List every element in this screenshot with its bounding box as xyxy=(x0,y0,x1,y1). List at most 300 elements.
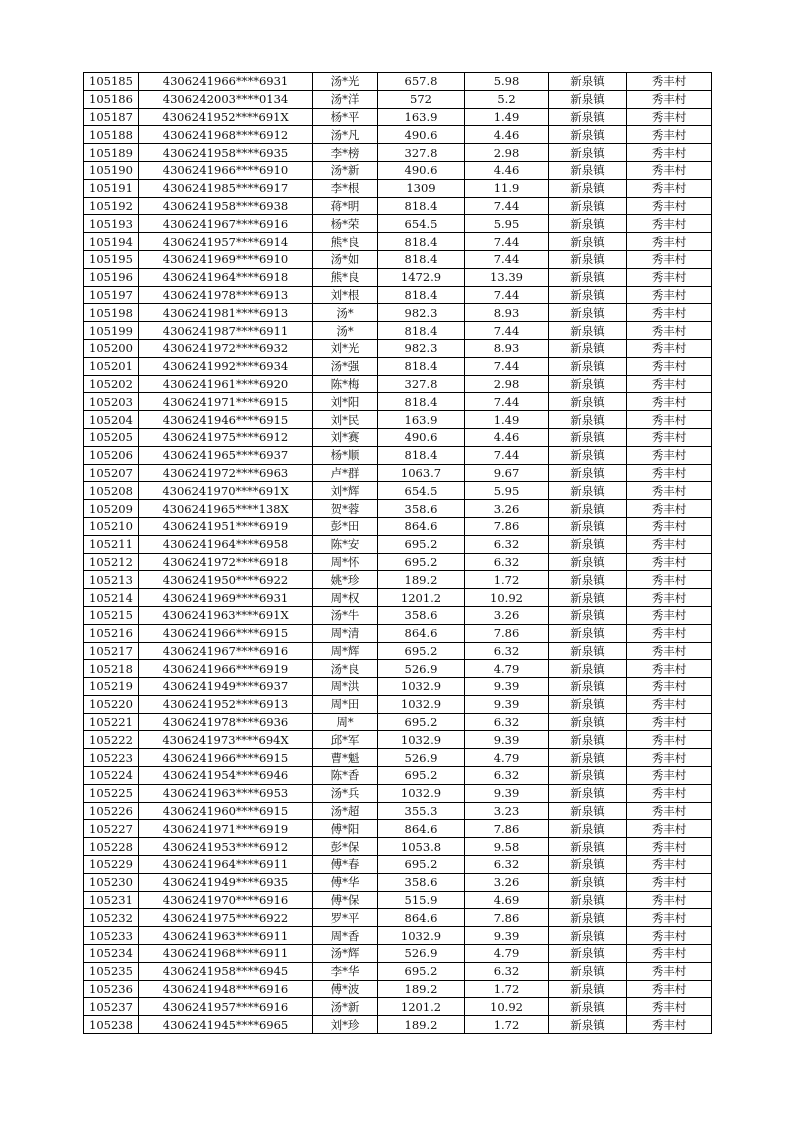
name-cell: 汤*洋 xyxy=(313,90,378,108)
village-cell: 秀丰村 xyxy=(627,642,712,660)
amount-cell: 526.9 xyxy=(378,660,465,678)
name-cell: 傅*波 xyxy=(313,980,378,998)
row-number-cell: 105200 xyxy=(84,339,139,357)
subsidy-cell: 7.44 xyxy=(465,393,549,411)
subsidy-cell: 4.79 xyxy=(465,749,549,767)
village-cell: 秀丰村 xyxy=(627,482,712,500)
subsidy-cell: 3.26 xyxy=(465,500,549,518)
town-cell: 新泉镇 xyxy=(549,891,627,909)
id-number-cell: 4306241966****6910 xyxy=(139,161,313,179)
village-cell: 秀丰村 xyxy=(627,126,712,144)
id-number-cell: 4306241966****6931 xyxy=(139,73,313,91)
row-number-cell: 105215 xyxy=(84,606,139,624)
subsidy-cell: 7.86 xyxy=(465,909,549,927)
table-row xyxy=(84,784,712,802)
id-number-cell: 4306241948****6916 xyxy=(139,980,313,998)
row-number-cell: 105210 xyxy=(84,517,139,535)
row-number-cell: 105220 xyxy=(84,695,139,713)
row-number-cell: 105208 xyxy=(84,482,139,500)
town-cell: 新泉镇 xyxy=(549,873,627,891)
id-number-cell: 4306241958****6938 xyxy=(139,197,313,215)
town-cell: 新泉镇 xyxy=(549,126,627,144)
name-cell: 陈*香 xyxy=(313,767,378,785)
name-cell: 周*田 xyxy=(313,695,378,713)
town-cell: 新泉镇 xyxy=(549,820,627,838)
table-row xyxy=(84,962,712,980)
id-number-cell: 4306241970****6916 xyxy=(139,891,313,909)
table-row xyxy=(84,856,712,874)
table-row xyxy=(84,446,712,464)
id-number-cell: 4306241966****6915 xyxy=(139,749,313,767)
table-row xyxy=(84,428,712,446)
name-cell: 熊*良 xyxy=(313,268,378,286)
name-cell: 汤*辉 xyxy=(313,945,378,963)
id-number-cell: 4306241957****6916 xyxy=(139,998,313,1016)
name-cell: 卢*群 xyxy=(313,464,378,482)
town-cell: 新泉镇 xyxy=(549,909,627,927)
table-row xyxy=(84,624,712,642)
row-number-cell: 105224 xyxy=(84,767,139,785)
amount-cell: 163.9 xyxy=(378,411,465,429)
row-number-cell: 105189 xyxy=(84,144,139,162)
table-row xyxy=(84,891,712,909)
village-cell: 秀丰村 xyxy=(627,517,712,535)
town-cell: 新泉镇 xyxy=(549,980,627,998)
town-cell: 新泉镇 xyxy=(549,784,627,802)
id-number-cell: 4306241964****6918 xyxy=(139,268,313,286)
amount-cell: 1032.9 xyxy=(378,784,465,802)
town-cell: 新泉镇 xyxy=(549,286,627,304)
town-cell: 新泉镇 xyxy=(549,500,627,518)
table-row xyxy=(84,250,712,268)
table-row xyxy=(84,517,712,535)
subsidy-cell: 1.49 xyxy=(465,108,549,126)
name-cell: 周*清 xyxy=(313,624,378,642)
town-cell: 新泉镇 xyxy=(549,624,627,642)
table-row xyxy=(84,375,712,393)
table-row xyxy=(84,838,712,856)
amount-cell: 864.6 xyxy=(378,517,465,535)
row-number-cell: 105197 xyxy=(84,286,139,304)
subsidy-cell: 5.2 xyxy=(465,90,549,108)
town-cell: 新泉镇 xyxy=(549,571,627,589)
town-cell: 新泉镇 xyxy=(549,678,627,696)
row-number-cell: 105229 xyxy=(84,856,139,874)
row-number-cell: 105216 xyxy=(84,624,139,642)
id-number-cell: 4306241951****6919 xyxy=(139,517,313,535)
row-number-cell: 105221 xyxy=(84,713,139,731)
name-cell: 刘*珍 xyxy=(313,1016,378,1034)
town-cell: 新泉镇 xyxy=(549,375,627,393)
town-cell: 新泉镇 xyxy=(549,998,627,1016)
name-cell: 周*怀 xyxy=(313,553,378,571)
amount-cell: 982.3 xyxy=(378,339,465,357)
row-number-cell: 105218 xyxy=(84,660,139,678)
name-cell: 姚*珍 xyxy=(313,571,378,589)
village-cell: 秀丰村 xyxy=(627,375,712,393)
row-number-cell: 105211 xyxy=(84,535,139,553)
subsidy-cell: 7.44 xyxy=(465,322,549,340)
id-number-cell: 4306241952****691X xyxy=(139,108,313,126)
amount-cell: 1053.8 xyxy=(378,838,465,856)
row-number-cell: 105226 xyxy=(84,802,139,820)
amount-cell: 189.2 xyxy=(378,571,465,589)
town-cell: 新泉镇 xyxy=(549,411,627,429)
row-number-cell: 105223 xyxy=(84,749,139,767)
name-cell: 汤*新 xyxy=(313,161,378,179)
id-number-cell: 4306241963****691X xyxy=(139,606,313,624)
table-row xyxy=(84,161,712,179)
village-cell: 秀丰村 xyxy=(627,553,712,571)
table-row xyxy=(84,179,712,197)
subsidy-cell: 11.9 xyxy=(465,179,549,197)
town-cell: 新泉镇 xyxy=(549,856,627,874)
table-row xyxy=(84,909,712,927)
table-row xyxy=(84,215,712,233)
subsidy-cell: 3.26 xyxy=(465,873,549,891)
row-number-cell: 105190 xyxy=(84,161,139,179)
subsidy-cell: 7.86 xyxy=(465,517,549,535)
village-cell: 秀丰村 xyxy=(627,500,712,518)
id-number-cell: 4306241949****6937 xyxy=(139,678,313,696)
amount-cell: 657.8 xyxy=(378,73,465,91)
row-number-cell: 105193 xyxy=(84,215,139,233)
town-cell: 新泉镇 xyxy=(549,482,627,500)
name-cell: 蒋*明 xyxy=(313,197,378,215)
town-cell: 新泉镇 xyxy=(549,838,627,856)
subsidy-cell: 6.32 xyxy=(465,535,549,553)
subsidy-cell: 5.95 xyxy=(465,482,549,500)
name-cell: 汤*新 xyxy=(313,998,378,1016)
village-cell: 秀丰村 xyxy=(627,250,712,268)
id-number-cell: 4306241970****691X xyxy=(139,482,313,500)
row-number-cell: 105188 xyxy=(84,126,139,144)
row-number-cell: 105191 xyxy=(84,179,139,197)
village-cell: 秀丰村 xyxy=(627,108,712,126)
table-row xyxy=(84,749,712,767)
subsidy-cell: 6.32 xyxy=(465,767,549,785)
town-cell: 新泉镇 xyxy=(549,731,627,749)
id-number-cell: 4306241946****6915 xyxy=(139,411,313,429)
table-row xyxy=(84,126,712,144)
town-cell: 新泉镇 xyxy=(549,962,627,980)
subsidy-cell: 4.79 xyxy=(465,660,549,678)
id-number-cell: 4306241952****6913 xyxy=(139,695,313,713)
subsidy-cell: 6.32 xyxy=(465,553,549,571)
amount-cell: 695.2 xyxy=(378,553,465,571)
id-number-cell: 4306241958****6935 xyxy=(139,144,313,162)
town-cell: 新泉镇 xyxy=(549,446,627,464)
table-row xyxy=(84,589,712,607)
subsidy-cell: 10.92 xyxy=(465,998,549,1016)
subsidy-cell: 7.44 xyxy=(465,357,549,375)
name-cell: 汤*良 xyxy=(313,660,378,678)
table-row xyxy=(84,660,712,678)
id-number-cell: 4306241958****6945 xyxy=(139,962,313,980)
village-cell: 秀丰村 xyxy=(627,1016,712,1034)
name-cell: 傅*春 xyxy=(313,856,378,874)
id-number-cell: 4306241972****6963 xyxy=(139,464,313,482)
town-cell: 新泉镇 xyxy=(549,304,627,322)
subsidy-cell: 2.98 xyxy=(465,144,549,162)
village-cell: 秀丰村 xyxy=(627,820,712,838)
subsidy-cell: 9.58 xyxy=(465,838,549,856)
amount-cell: 1309 xyxy=(378,179,465,197)
town-cell: 新泉镇 xyxy=(549,1016,627,1034)
row-number-cell: 105219 xyxy=(84,678,139,696)
name-cell: 贺*蓉 xyxy=(313,500,378,518)
town-cell: 新泉镇 xyxy=(549,464,627,482)
village-cell: 秀丰村 xyxy=(627,695,712,713)
table-row xyxy=(84,500,712,518)
id-number-cell: 4306241978****6936 xyxy=(139,713,313,731)
amount-cell: 695.2 xyxy=(378,713,465,731)
row-number-cell: 105234 xyxy=(84,945,139,963)
subsidy-cell: 1.72 xyxy=(465,980,549,998)
subsidy-cell: 5.98 xyxy=(465,73,549,91)
table-row xyxy=(84,286,712,304)
row-number-cell: 105186 xyxy=(84,90,139,108)
village-cell: 秀丰村 xyxy=(627,286,712,304)
name-cell: 傅*华 xyxy=(313,873,378,891)
town-cell: 新泉镇 xyxy=(549,517,627,535)
amount-cell: 654.5 xyxy=(378,215,465,233)
village-cell: 秀丰村 xyxy=(627,322,712,340)
row-number-cell: 105194 xyxy=(84,233,139,251)
name-cell: 傅*保 xyxy=(313,891,378,909)
row-number-cell: 105232 xyxy=(84,909,139,927)
subsidy-cell: 7.86 xyxy=(465,820,549,838)
row-number-cell: 105201 xyxy=(84,357,139,375)
id-number-cell: 4306241972****6918 xyxy=(139,553,313,571)
village-cell: 秀丰村 xyxy=(627,962,712,980)
village-cell: 秀丰村 xyxy=(627,233,712,251)
row-number-cell: 105206 xyxy=(84,446,139,464)
row-number-cell: 105231 xyxy=(84,891,139,909)
village-cell: 秀丰村 xyxy=(627,179,712,197)
name-cell: 曹*魁 xyxy=(313,749,378,767)
amount-cell: 1032.9 xyxy=(378,731,465,749)
subsidy-cell: 7.44 xyxy=(465,286,549,304)
village-cell: 秀丰村 xyxy=(627,90,712,108)
subsidy-cell: 7.44 xyxy=(465,250,549,268)
row-number-cell: 105225 xyxy=(84,784,139,802)
amount-cell: 1472.9 xyxy=(378,268,465,286)
town-cell: 新泉镇 xyxy=(549,535,627,553)
village-cell: 秀丰村 xyxy=(627,571,712,589)
row-number-cell: 105237 xyxy=(84,998,139,1016)
name-cell: 汤* xyxy=(313,304,378,322)
name-cell: 陈*梅 xyxy=(313,375,378,393)
amount-cell: 1201.2 xyxy=(378,589,465,607)
row-number-cell: 105203 xyxy=(84,393,139,411)
row-number-cell: 105199 xyxy=(84,322,139,340)
id-number-cell: 4306241978****6913 xyxy=(139,286,313,304)
name-cell: 彭*保 xyxy=(313,838,378,856)
table-row xyxy=(84,713,712,731)
town-cell: 新泉镇 xyxy=(549,927,627,945)
subsidy-cell: 2.98 xyxy=(465,375,549,393)
name-cell: 周*洪 xyxy=(313,678,378,696)
village-cell: 秀丰村 xyxy=(627,357,712,375)
name-cell: 汤*强 xyxy=(313,357,378,375)
name-cell: 杨*顺 xyxy=(313,446,378,464)
id-number-cell: 4306241967****6916 xyxy=(139,215,313,233)
table-row xyxy=(84,731,712,749)
town-cell: 新泉镇 xyxy=(549,553,627,571)
table-row xyxy=(84,678,712,696)
name-cell: 周*香 xyxy=(313,927,378,945)
table-row xyxy=(84,322,712,340)
village-cell: 秀丰村 xyxy=(627,945,712,963)
name-cell: 刘*阳 xyxy=(313,393,378,411)
table-row xyxy=(84,873,712,891)
subsidy-cell: 9.39 xyxy=(465,927,549,945)
village-cell: 秀丰村 xyxy=(627,873,712,891)
subsidy-cell: 4.46 xyxy=(465,428,549,446)
name-cell: 周* xyxy=(313,713,378,731)
id-number-cell: 4306241953****6912 xyxy=(139,838,313,856)
town-cell: 新泉镇 xyxy=(549,695,627,713)
village-cell: 秀丰村 xyxy=(627,980,712,998)
amount-cell: 358.6 xyxy=(378,873,465,891)
row-number-cell: 105192 xyxy=(84,197,139,215)
table-row xyxy=(84,357,712,375)
village-cell: 秀丰村 xyxy=(627,927,712,945)
id-number-cell: 4306241985****6917 xyxy=(139,179,313,197)
table-row xyxy=(84,927,712,945)
town-cell: 新泉镇 xyxy=(549,642,627,660)
town-cell: 新泉镇 xyxy=(549,606,627,624)
village-cell: 秀丰村 xyxy=(627,784,712,802)
amount-cell: 695.2 xyxy=(378,535,465,553)
table-row xyxy=(84,304,712,322)
village-cell: 秀丰村 xyxy=(627,464,712,482)
subsidy-cell: 5.95 xyxy=(465,215,549,233)
table-row xyxy=(84,1016,712,1034)
name-cell: 汤*超 xyxy=(313,802,378,820)
village-cell: 秀丰村 xyxy=(627,606,712,624)
id-number-cell: 4306241975****6912 xyxy=(139,428,313,446)
table-row xyxy=(84,90,712,108)
id-number-cell: 4306241965****138X xyxy=(139,500,313,518)
village-cell: 秀丰村 xyxy=(627,731,712,749)
data-table xyxy=(83,72,712,1034)
amount-cell: 358.6 xyxy=(378,606,465,624)
id-number-cell: 4306241964****6911 xyxy=(139,856,313,874)
table-row xyxy=(84,393,712,411)
row-number-cell: 105207 xyxy=(84,464,139,482)
table-row xyxy=(84,233,712,251)
row-number-cell: 105187 xyxy=(84,108,139,126)
town-cell: 新泉镇 xyxy=(549,197,627,215)
subsidy-cell: 7.44 xyxy=(465,446,549,464)
table-row xyxy=(84,998,712,1016)
id-number-cell: 4306241960****6915 xyxy=(139,802,313,820)
village-cell: 秀丰村 xyxy=(627,144,712,162)
id-number-cell: 4306241963****6911 xyxy=(139,927,313,945)
name-cell: 汤* xyxy=(313,322,378,340)
amount-cell: 490.6 xyxy=(378,161,465,179)
subsidy-cell: 8.93 xyxy=(465,304,549,322)
amount-cell: 526.9 xyxy=(378,749,465,767)
amount-cell: 327.8 xyxy=(378,375,465,393)
amount-cell: 695.2 xyxy=(378,767,465,785)
town-cell: 新泉镇 xyxy=(549,250,627,268)
table-row xyxy=(84,268,712,286)
name-cell: 刘*民 xyxy=(313,411,378,429)
town-cell: 新泉镇 xyxy=(549,268,627,286)
town-cell: 新泉镇 xyxy=(549,357,627,375)
row-number-cell: 105185 xyxy=(84,73,139,91)
amount-cell: 818.4 xyxy=(378,233,465,251)
name-cell: 邱*军 xyxy=(313,731,378,749)
table-row xyxy=(84,571,712,589)
subsidy-cell: 1.72 xyxy=(465,1016,549,1034)
amount-cell: 818.4 xyxy=(378,197,465,215)
village-cell: 秀丰村 xyxy=(627,339,712,357)
table-row xyxy=(84,108,712,126)
town-cell: 新泉镇 xyxy=(549,73,627,91)
id-number-cell: 4306241971****6919 xyxy=(139,820,313,838)
row-number-cell: 105195 xyxy=(84,250,139,268)
subsidy-cell: 3.26 xyxy=(465,606,549,624)
village-cell: 秀丰村 xyxy=(627,268,712,286)
subsidy-cell: 9.39 xyxy=(465,784,549,802)
subsidy-cell: 7.86 xyxy=(465,624,549,642)
subsidy-cell: 6.32 xyxy=(465,642,549,660)
name-cell: 李*榜 xyxy=(313,144,378,162)
amount-cell: 818.4 xyxy=(378,393,465,411)
amount-cell: 818.4 xyxy=(378,250,465,268)
amount-cell: 1201.2 xyxy=(378,998,465,1016)
subsidy-cell: 6.32 xyxy=(465,713,549,731)
id-number-cell: 4306242003****0134 xyxy=(139,90,313,108)
town-cell: 新泉镇 xyxy=(549,233,627,251)
table-row xyxy=(84,464,712,482)
village-cell: 秀丰村 xyxy=(627,197,712,215)
subsidy-cell: 7.44 xyxy=(465,197,549,215)
village-cell: 秀丰村 xyxy=(627,446,712,464)
table-row xyxy=(84,820,712,838)
name-cell: 李*根 xyxy=(313,179,378,197)
name-cell: 刘*根 xyxy=(313,286,378,304)
amount-cell: 515.9 xyxy=(378,891,465,909)
town-cell: 新泉镇 xyxy=(549,90,627,108)
amount-cell: 982.3 xyxy=(378,304,465,322)
amount-cell: 864.6 xyxy=(378,909,465,927)
name-cell: 刘*辉 xyxy=(313,482,378,500)
subsidy-cell: 9.39 xyxy=(465,678,549,696)
name-cell: 汤*如 xyxy=(313,250,378,268)
subsidy-cell: 7.44 xyxy=(465,233,549,251)
amount-cell: 695.2 xyxy=(378,962,465,980)
table-body xyxy=(84,73,712,1034)
table-row xyxy=(84,73,712,91)
amount-cell: 358.6 xyxy=(378,500,465,518)
row-number-cell: 105228 xyxy=(84,838,139,856)
subsidy-cell: 8.93 xyxy=(465,339,549,357)
town-cell: 新泉镇 xyxy=(549,428,627,446)
subsidy-cell: 9.39 xyxy=(465,695,549,713)
name-cell: 周*辉 xyxy=(313,642,378,660)
village-cell: 秀丰村 xyxy=(627,624,712,642)
row-number-cell: 105236 xyxy=(84,980,139,998)
town-cell: 新泉镇 xyxy=(549,767,627,785)
table-row xyxy=(84,535,712,553)
name-cell: 傅*阳 xyxy=(313,820,378,838)
village-cell: 秀丰村 xyxy=(627,678,712,696)
